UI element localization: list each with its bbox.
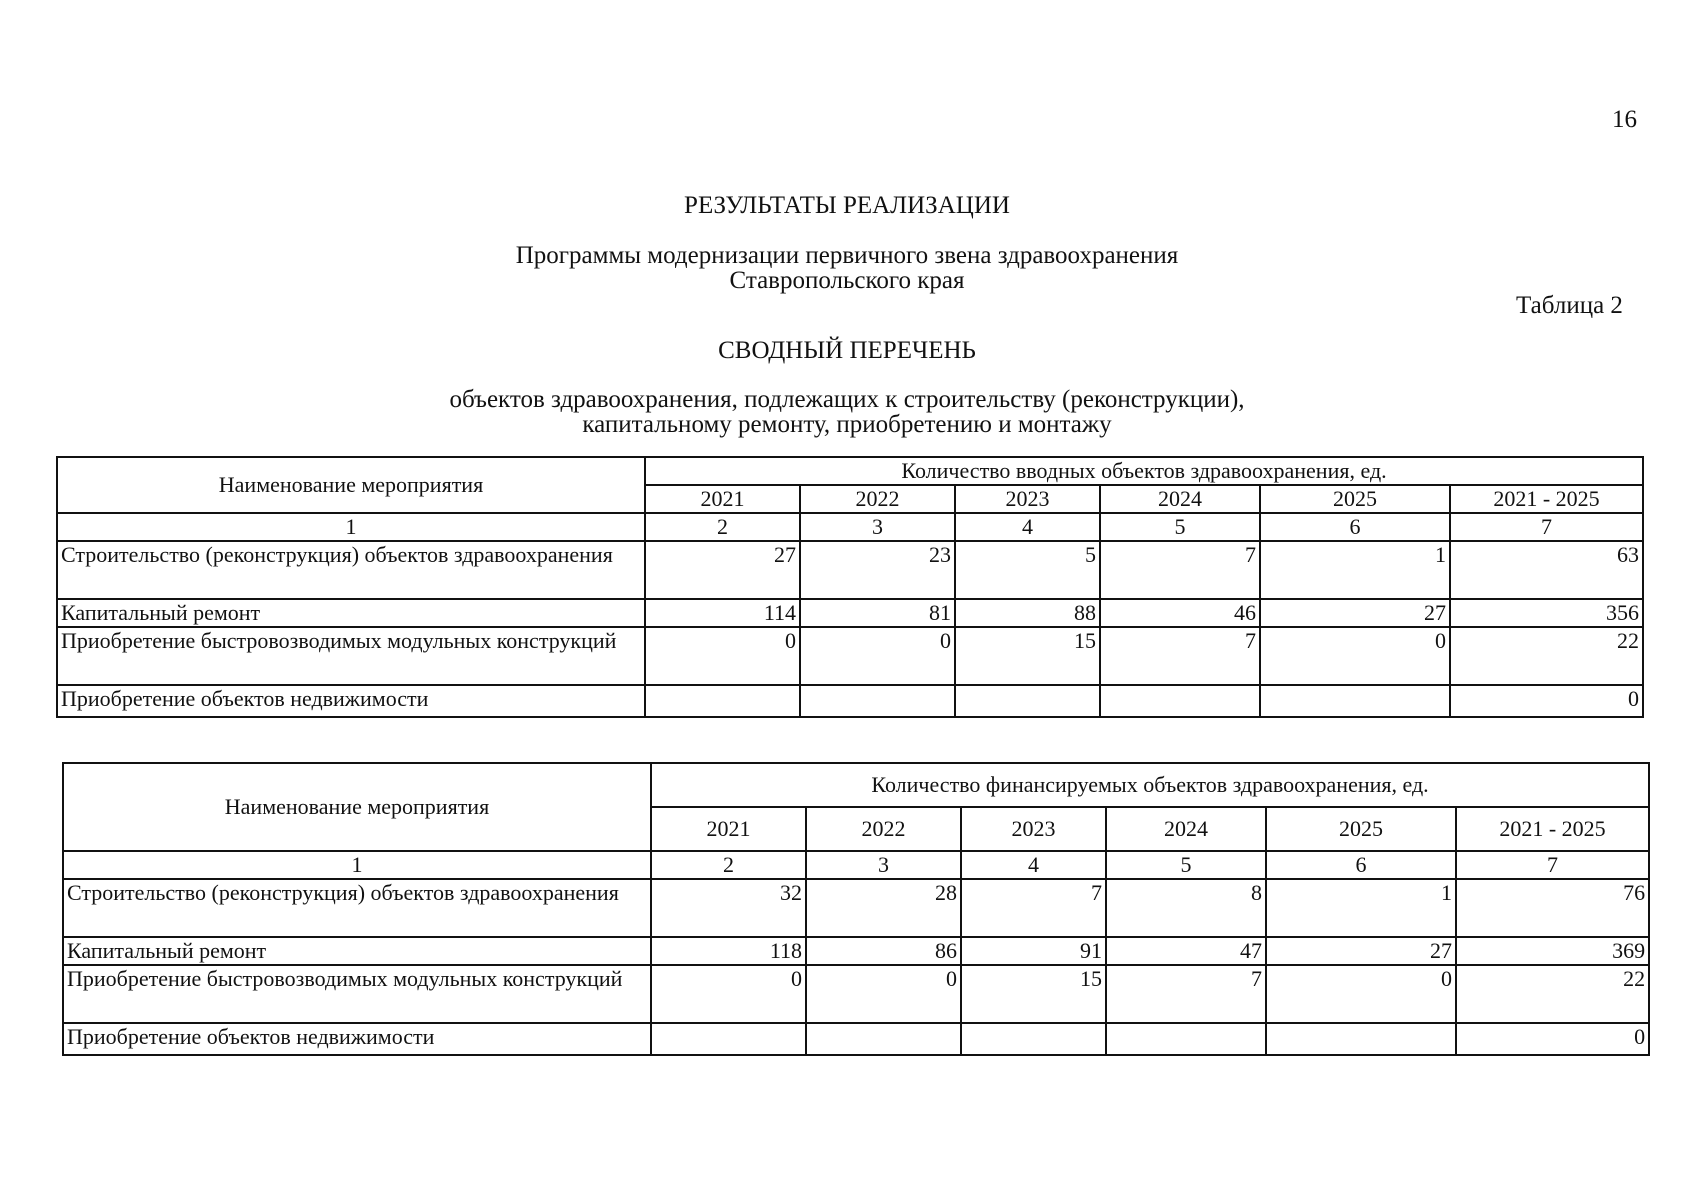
column-index: 1 bbox=[63, 851, 651, 879]
table-row bbox=[57, 599, 1643, 627]
value-cell bbox=[1100, 685, 1260, 717]
column-index: 5 bbox=[1100, 513, 1260, 541]
year-header: 2025 bbox=[1260, 485, 1450, 513]
description-line: объектов здравоохранения, подлежащих к строительству (реконструкции), bbox=[449, 386, 1245, 413]
value-cell: 0 bbox=[1266, 965, 1456, 1023]
column-index: 2 bbox=[651, 851, 806, 879]
table-row bbox=[57, 541, 1643, 599]
table-row bbox=[63, 965, 1649, 1023]
value-cell: 91 bbox=[961, 937, 1106, 965]
value-cell: 46 bbox=[1100, 599, 1260, 627]
value-cell: 1 bbox=[1260, 541, 1450, 599]
value-cell: 7 bbox=[1100, 627, 1260, 685]
value-cell bbox=[1260, 685, 1450, 717]
table-row bbox=[57, 685, 1643, 717]
row-name: Строительство (реконструкция) объектов здравоохранения bbox=[63, 879, 651, 937]
table-row bbox=[63, 937, 1649, 965]
value-cell: 32 bbox=[651, 879, 806, 937]
value-cell: 0 bbox=[1450, 685, 1643, 717]
row-name: Приобретение быстровозводимых модульных конструкций bbox=[57, 627, 645, 685]
row-name: Капитальный ремонт bbox=[63, 937, 651, 965]
subheading-line: Ставропольского края bbox=[729, 267, 965, 294]
row-name: Приобретение быстровозводимых модульных конструкций bbox=[63, 965, 651, 1023]
column-group-header: Количество вводных объектов здравоохранения, ед. bbox=[645, 457, 1643, 485]
value-cell: 0 bbox=[651, 965, 806, 1023]
column-index: 7 bbox=[1450, 513, 1643, 541]
list-title: СВОДНЫЙ ПЕРЕЧЕНЬ bbox=[718, 337, 976, 364]
page-number: 16 bbox=[1612, 106, 1637, 133]
table-row bbox=[57, 627, 1643, 685]
column-group-header: Количество финансируемых объектов здравоохранения, ед. bbox=[651, 763, 1649, 807]
column-index: 6 bbox=[1266, 851, 1456, 879]
table-header-row bbox=[57, 457, 1643, 485]
value-cell: 27 bbox=[1260, 599, 1450, 627]
table-header-row bbox=[63, 763, 1649, 807]
column-index: 3 bbox=[806, 851, 961, 879]
list-description bbox=[0, 387, 1694, 437]
column-index: 7 bbox=[1456, 851, 1649, 879]
value-cell: 88 bbox=[955, 599, 1100, 627]
column-index-row bbox=[57, 513, 1643, 541]
value-cell: 0 bbox=[645, 627, 800, 685]
value-cell: 0 bbox=[1260, 627, 1450, 685]
value-cell: 118 bbox=[651, 937, 806, 965]
year-header: 2024 bbox=[1100, 485, 1260, 513]
value-cell: 0 bbox=[800, 627, 955, 685]
value-cell bbox=[961, 1023, 1106, 1055]
document-subheading bbox=[0, 243, 1694, 293]
column-index: 5 bbox=[1106, 851, 1266, 879]
column-index: 4 bbox=[961, 851, 1106, 879]
value-cell bbox=[1266, 1023, 1456, 1055]
value-cell: 8 bbox=[1106, 879, 1266, 937]
document-heading: РЕЗУЛЬТАТЫ РЕАЛИЗАЦИИ bbox=[684, 192, 1010, 219]
column-header-name: Наименование мероприятия bbox=[57, 457, 645, 513]
value-cell: 15 bbox=[961, 965, 1106, 1023]
value-cell: 7 bbox=[1106, 965, 1266, 1023]
value-cell: 22 bbox=[1450, 627, 1643, 685]
value-cell bbox=[645, 685, 800, 717]
column-index: 3 bbox=[800, 513, 955, 541]
year-header: 2024 bbox=[1106, 807, 1266, 851]
description-line: капитальному ремонту, приобретению и монтажу bbox=[582, 411, 1112, 438]
table-row bbox=[63, 879, 1649, 937]
year-header: 2023 bbox=[961, 807, 1106, 851]
value-cell: 28 bbox=[806, 879, 961, 937]
value-cell: 0 bbox=[1456, 1023, 1649, 1055]
year-header: 2023 bbox=[955, 485, 1100, 513]
value-cell: 47 bbox=[1106, 937, 1266, 965]
value-cell: 63 bbox=[1450, 541, 1643, 599]
value-cell bbox=[955, 685, 1100, 717]
row-name: Приобретение объектов недвижимости bbox=[57, 685, 645, 717]
value-cell: 7 bbox=[1100, 541, 1260, 599]
row-name: Капитальный ремонт bbox=[57, 599, 645, 627]
year-header: 2025 bbox=[1266, 807, 1456, 851]
row-name: Строительство (реконструкция) объектов здравоохранения bbox=[57, 541, 645, 599]
value-cell: 27 bbox=[645, 541, 800, 599]
column-index: 2 bbox=[645, 513, 800, 541]
year-header: 2022 bbox=[800, 485, 955, 513]
value-cell bbox=[800, 685, 955, 717]
column-index-row bbox=[63, 851, 1649, 879]
column-index: 4 bbox=[955, 513, 1100, 541]
year-header: 2021 bbox=[645, 485, 800, 513]
year-header: 2021 - 2025 bbox=[1450, 485, 1643, 513]
table-row bbox=[63, 1023, 1649, 1055]
column-index: 1 bbox=[57, 513, 645, 541]
value-cell: 7 bbox=[961, 879, 1106, 937]
value-cell bbox=[806, 1023, 961, 1055]
value-cell: 81 bbox=[800, 599, 955, 627]
value-cell: 369 bbox=[1456, 937, 1649, 965]
subheading-line: Программы модернизации первичного звена здравоохранения bbox=[515, 242, 1179, 269]
value-cell: 0 bbox=[806, 965, 961, 1023]
row-name: Приобретение объектов недвижимости bbox=[63, 1023, 651, 1055]
value-cell bbox=[651, 1023, 806, 1055]
funded-objects-table bbox=[62, 762, 1650, 1056]
value-cell: 114 bbox=[645, 599, 800, 627]
value-cell bbox=[1106, 1023, 1266, 1055]
value-cell: 1 bbox=[1266, 879, 1456, 937]
table-label: Таблица 2 bbox=[1516, 292, 1623, 319]
commissioned-objects-table bbox=[56, 456, 1644, 718]
value-cell: 76 bbox=[1456, 879, 1649, 937]
year-header: 2021 - 2025 bbox=[1456, 807, 1649, 851]
value-cell: 23 bbox=[800, 541, 955, 599]
value-cell: 27 bbox=[1266, 937, 1456, 965]
value-cell: 356 bbox=[1450, 599, 1643, 627]
value-cell: 15 bbox=[955, 627, 1100, 685]
column-index: 6 bbox=[1260, 513, 1450, 541]
year-header: 2022 bbox=[806, 807, 961, 851]
value-cell: 86 bbox=[806, 937, 961, 965]
value-cell: 5 bbox=[955, 541, 1100, 599]
year-header: 2021 bbox=[651, 807, 806, 851]
value-cell: 22 bbox=[1456, 965, 1649, 1023]
column-header-name: Наименование мероприятия bbox=[63, 763, 651, 851]
